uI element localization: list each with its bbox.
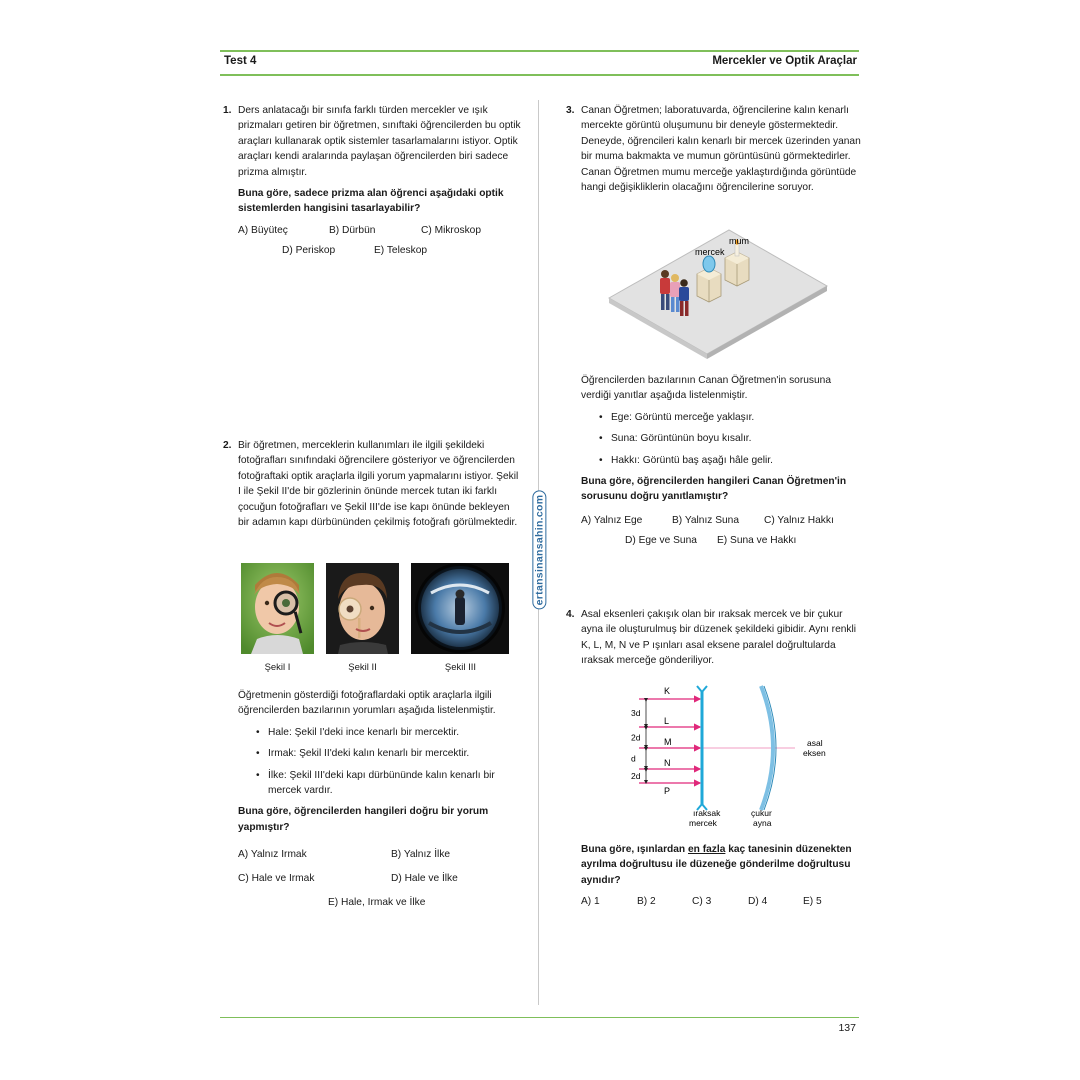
question-4 xyxy=(566,607,861,675)
option-e[interactable]: E) 5 xyxy=(803,896,822,908)
ray-labels xyxy=(664,686,672,796)
option-e[interactable]: E) Suna ve Hakkı xyxy=(717,534,797,546)
boy-magnifier-photo xyxy=(241,563,314,654)
option-d[interactable]: D) Periskop xyxy=(282,244,336,256)
question-prompt: Buna göre, öğrencilerden hangileri Canan Öğretmen'in sorusunu doğru yanıtlamıştır? xyxy=(581,476,847,503)
header-bottom-rule xyxy=(220,74,859,76)
option-b[interactable]: B) Dürbün xyxy=(329,224,376,236)
question-number: 4. xyxy=(566,609,575,620)
side-url xyxy=(531,480,547,620)
question-prompt-emphasis: en fazla xyxy=(688,844,726,855)
question-intro: Öğretmenin gösterdiği fotoğraflardaki optik araçlarla ilgili öğrencilerden bazılarının yorumları aşağıda listelenmiştir. xyxy=(238,690,496,717)
option-a[interactable]: A) Yalnız Ege xyxy=(581,514,643,526)
comment-hale: • Hale: Şekil I'deki ince kenarlı bir mercektir. xyxy=(256,725,523,740)
option-c[interactable]: C) Hale ve Irmak xyxy=(238,873,315,885)
question-stem: Ders anlatacağı bir sınıfa farklı türden mercekler ve ışık prizmaları getiren bir öğretmen, sınıftaki öğrencilerden bu optik araçları kullanarak optik sistemler tasarlamalarını istiyor. Optik araçları kendi aralarında paylaşan öğrencilerden biri sadece prizma almıştır. xyxy=(238,105,521,178)
question-2-continued xyxy=(223,688,523,915)
answer-hakki: • Hakkı: Görüntü baş aşağı hâle gelir. xyxy=(599,453,861,468)
options-row-1 xyxy=(581,513,861,533)
option-b[interactable]: B) Yalnız İlke xyxy=(391,849,451,861)
option-d[interactable]: D) Ege ve Suna xyxy=(625,534,697,546)
caption-sekil-2: Şekil II xyxy=(348,662,377,673)
question-stem: Bir öğretmen, merceklerin kullanımları ile ilgili şekildeki fotoğrafları sınıfındaki öğrencilere gösteriyor ve öğrencilerden fotoğraftaki optik araçlarla ilgili yorum yapmalarını istiyor. Şekil I ile Şekil II'de bir gözlerinin önünde mercek tutan iki farklı çocuğun fotoğrafları ve Şekil III'de ise kapı önünde bekleyen bir adamın kapı dürbününden çekilmiş fotoğrafı görülmektedir. xyxy=(238,440,519,529)
question-prompt-post: kaç tanesinin düzenekten ayrılma doğrultusu ile düzeneğe gönderilme doğrultusu aynıdır? xyxy=(581,844,852,886)
candle-label: mum xyxy=(729,236,749,246)
mirror-label-1: çukur xyxy=(751,808,772,818)
student-answers xyxy=(599,410,861,468)
question-2 xyxy=(223,438,523,536)
options-row-2 xyxy=(238,243,523,263)
ray-label-l: L xyxy=(664,716,670,726)
question-intro: Öğrencilerden bazılarının Canan Öğretmen'in sorusuna verdiği yanıtlar aşağıda listelenmiştir. xyxy=(581,375,831,402)
axis-label-2: eksen xyxy=(803,748,826,758)
mirror-label-2: ayna xyxy=(753,818,772,828)
ray-label-n: N xyxy=(664,758,671,768)
question-3-continued xyxy=(566,373,861,553)
chapter-title: Mercekler ve Optik Araçlar xyxy=(712,55,857,67)
test-title: Test 4 xyxy=(224,55,257,67)
axis-label-1: asal xyxy=(807,738,823,748)
option-a[interactable]: A) Yalnız Irmak xyxy=(238,849,307,861)
photo-sekil-2 xyxy=(326,563,399,654)
option-d[interactable]: D) 4 xyxy=(748,896,768,908)
photo-sekil-3 xyxy=(411,563,509,654)
question-3 xyxy=(566,103,861,201)
question-stem: Canan Öğretmen; laboratuvarda, öğrencilerine kalın kenarlı mercekte görüntü oluşumunu bir deneyle göstermektedir. Deneyde, öğrencileri kalın kenarlı bir mercek üzerinden yanan bir muma bakmakta ve mumun görüntüsünü görmektedirler. Canan Öğretmen mumu merceğe yaklaştırdığında görüntüde hangi değişikliklerin olacağını öğrencilerine soruyor. xyxy=(581,105,861,194)
lens-label: mercek xyxy=(695,247,725,257)
footer-rule xyxy=(220,1017,859,1018)
question-prompt xyxy=(581,842,861,888)
lens-label-2: mercek xyxy=(689,818,717,828)
ray-label-p: P xyxy=(664,786,671,796)
options-row-1 xyxy=(581,894,861,914)
photo-sekil-1 xyxy=(241,563,314,654)
option-a[interactable]: A) Büyüteç xyxy=(238,224,288,236)
option-c[interactable]: C) Yalnız Hakkı xyxy=(764,514,834,526)
distance-label: 2d xyxy=(631,771,641,781)
option-c[interactable]: C) 3 xyxy=(692,896,712,908)
student-comments xyxy=(256,725,523,799)
side-url-text: ertansinansahin.com xyxy=(532,491,546,610)
question-prompt: Buna göre, öğrencilerden hangileri doğru bir yorum yapmıştır? xyxy=(238,806,489,833)
question-number: 2. xyxy=(223,440,232,451)
options-row-2 xyxy=(581,533,861,553)
lab-setup-figure xyxy=(605,228,833,362)
option-a[interactable]: A) 1 xyxy=(581,896,600,908)
distance-label: 2d xyxy=(631,732,641,743)
child-lens-photo xyxy=(326,563,399,654)
comment-ilke: • İlke: Şekil III'deki kapı dürbününde kalın kenarlı bir mercek vardır. xyxy=(256,768,523,799)
lens-label-1: ıraksak xyxy=(693,808,721,818)
option-e[interactable]: E) Teleskop xyxy=(374,244,428,256)
question-stem: Asal eksenleri çakışık olan bir ıraksak mercek ve bir çukur ayna ile oluşturulmuş bir düzenek şekildeki gibidir. Aynı renkli K, L, M, N ve P ışınları asal eksene paralel doğrultularda ıraksak merceğe gönderiliyor. xyxy=(581,609,857,667)
answer-ege: • Ege: Görüntü merceğe yaklaşır. xyxy=(599,410,861,425)
comment-irmak: • Irmak: Şekil II'deki kalın kenarlı bir mercektir. xyxy=(256,746,523,761)
caption-sekil-1: Şekil I xyxy=(264,662,291,673)
option-b[interactable]: B) Yalnız Suna xyxy=(672,514,740,526)
option-b[interactable]: B) 2 xyxy=(637,896,656,908)
ray-label-m: M xyxy=(664,737,672,747)
options-row-2 xyxy=(238,871,523,895)
option-d[interactable]: D) Hale ve İlke xyxy=(391,873,458,885)
optics-diagram xyxy=(625,683,840,833)
header-top-rule xyxy=(220,50,859,52)
options-row-1 xyxy=(238,847,523,871)
question-number: 1. xyxy=(223,105,232,116)
caption-sekil-3: Şekil III xyxy=(444,662,477,673)
distance-label: d xyxy=(631,753,636,764)
option-c[interactable]: C) Mikroskop xyxy=(421,224,482,236)
ray-label-k: K xyxy=(664,686,671,696)
question-prompt-pre: Buna göre, ışınlardan xyxy=(581,844,688,855)
question-4-continued xyxy=(566,842,861,914)
page-number: 137 xyxy=(838,1022,856,1034)
question-prompt: Buna göre, sadece prizma alan öğrenci aşağıdaki optik sistemlerden hangisini tasarlayabilir? xyxy=(238,188,504,215)
question-number: 3. xyxy=(566,105,575,116)
question-1 xyxy=(223,103,523,263)
options-row-1 xyxy=(238,223,523,243)
answer-suna: • Suna: Görüntünün boyu kısalır. xyxy=(599,431,861,446)
peephole-photo xyxy=(411,563,509,654)
distance-markers xyxy=(631,700,646,782)
options-row-3 xyxy=(238,895,523,915)
option-e[interactable]: E) Hale, Irmak ve İlke xyxy=(328,897,426,909)
distance-label: 3d xyxy=(631,708,641,718)
